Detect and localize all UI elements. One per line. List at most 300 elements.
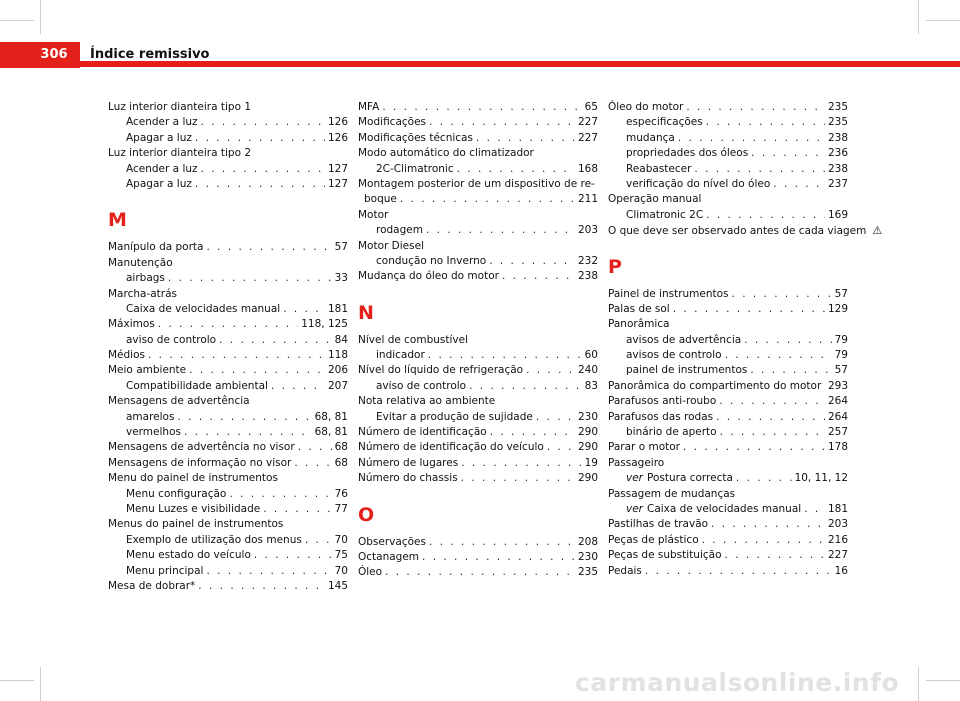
dot-leader (476, 131, 575, 146)
index-entry (358, 550, 598, 565)
page-reference: 230 (577, 410, 598, 423)
page-reference: 127 (327, 162, 348, 175)
dot-leader (744, 333, 831, 348)
dot-leader (469, 379, 582, 394)
dot-leader (716, 410, 825, 425)
crop-mark (918, 667, 919, 701)
index-entry (358, 394, 598, 409)
entry-text: Luz interior dianteira tipo 1 (108, 101, 252, 113)
page-reference: 207 (327, 379, 348, 392)
page-reference: 293 (827, 379, 848, 392)
dot-leader (177, 410, 311, 425)
page-reference: 65 (584, 101, 598, 113)
index-entry (108, 287, 348, 302)
dot-leader (189, 363, 325, 378)
page-reference: 33 (334, 272, 348, 285)
page-reference: 126 (327, 131, 348, 144)
page-reference: 16 (834, 564, 848, 577)
page-reference: 76 (334, 487, 348, 500)
dot-leader (804, 502, 825, 517)
entry-text: Manípulo da porta (108, 241, 204, 254)
entry-text: Modificações (358, 116, 427, 129)
entry-text: Pastilhas de travão (608, 518, 709, 531)
page-reference: 290 (577, 472, 598, 485)
index-subentry (108, 502, 348, 517)
dot-leader (678, 131, 825, 146)
page-reference: 235 (827, 116, 848, 129)
entry-text: O que deve ser observado antes de cada viagem (608, 225, 867, 238)
entry-text: Menu principal (126, 564, 204, 577)
entry-text: Postura correcta (647, 472, 733, 485)
index-subentry (108, 564, 348, 579)
index-subentry (108, 548, 348, 563)
index-entry (358, 565, 598, 580)
dot-leader (706, 208, 825, 223)
page-reference: 206 (327, 364, 348, 377)
page-reference: 232 (577, 254, 598, 267)
entry-text: binário de aperto (626, 426, 717, 439)
page-reference: 79 (834, 349, 848, 362)
entry-text: aviso de controlo (376, 379, 467, 392)
index-entry (108, 100, 348, 115)
entry-text: 2C-Climatronic (376, 162, 454, 175)
entry-text: Peças de substituição (608, 549, 722, 562)
index-subentry (358, 410, 598, 425)
dot-leader (683, 440, 825, 455)
index-subentry (108, 131, 348, 146)
dot-leader (426, 223, 575, 238)
index-column-3 (608, 100, 883, 579)
warning-triangle-icon: ⚠ (872, 224, 883, 238)
entry-text: mudança (626, 131, 675, 144)
entry-text: Acender a luz (126, 116, 198, 129)
index-subentry (608, 425, 848, 440)
dot-leader (502, 269, 575, 284)
index-entry (108, 579, 348, 594)
index-entry (358, 333, 598, 348)
page-reference: 181 (827, 502, 848, 515)
entry-text: Passagem de mudanças (608, 487, 736, 500)
entry-text: amarelos (126, 410, 175, 423)
index-entry (358, 363, 598, 378)
entry-text: Painel de instrumentos (608, 287, 729, 300)
dot-leader (732, 287, 832, 302)
index-subentry (608, 162, 848, 177)
dot-leader (294, 456, 331, 471)
dot-leader (428, 348, 582, 363)
page-reference: 227 (827, 549, 848, 562)
entry-text: Peças de plástico (608, 533, 699, 546)
dot-leader (706, 115, 825, 130)
page-reference: 57 (834, 287, 848, 300)
index-entry (608, 564, 848, 579)
page-reference: 169 (827, 208, 848, 221)
index-subentry (358, 192, 598, 207)
index-entry (358, 269, 598, 284)
index-entry (108, 363, 348, 378)
page-reference: 83 (584, 379, 598, 392)
entry-text: Motor Diesel (358, 239, 424, 252)
entry-text: Palas de sol (608, 302, 670, 315)
entry-text: Número de identificação (358, 426, 487, 439)
dot-leader (263, 502, 331, 517)
index-entry (608, 302, 848, 317)
page-number: 306 (28, 42, 80, 68)
entry-text: Número de lugares (358, 456, 459, 469)
entry-text: Menu configuração (126, 487, 227, 500)
entry-text: Panorâmica do compartimento do motor (608, 379, 822, 392)
index-subentry (608, 177, 848, 192)
index-entry (358, 100, 598, 115)
index-entry (358, 239, 598, 254)
index-entry (108, 440, 348, 455)
index-entry (108, 348, 348, 363)
entry-text: Nível de combustível (358, 333, 469, 346)
index-entry (608, 533, 848, 548)
dot-leader (206, 240, 331, 255)
index-entry (608, 192, 848, 207)
crop-mark (0, 680, 34, 681)
dot-leader (751, 146, 825, 161)
page-reference: 126 (327, 116, 348, 129)
index-subentry (358, 162, 598, 177)
index-entry (108, 240, 348, 255)
index-subentry (108, 271, 348, 286)
index-entry (608, 456, 848, 471)
entry-text: Nota relativa ao ambiente (358, 395, 496, 408)
entry-text: Número do chassis (358, 472, 458, 485)
dot-leader (694, 162, 825, 177)
page-reference: 240 (577, 364, 598, 377)
dot-leader (184, 425, 312, 440)
entry-text: verificação do nível do óleo (626, 177, 771, 190)
entry-text: aviso de controlo (126, 333, 217, 346)
entry-text: Marcha-atrás (108, 287, 178, 300)
entry-text: Caixa de velocidades manual (126, 302, 281, 315)
entry-text: Manutenção (108, 256, 173, 269)
page-reference: 75 (334, 549, 348, 562)
entry-text: Parar o motor (608, 441, 680, 454)
page-reference: 235 (827, 101, 848, 113)
page-reference: 257 (827, 426, 848, 439)
page-header (0, 42, 960, 68)
dot-leader (489, 254, 575, 269)
entry-text: Mensagens de advertência (108, 395, 250, 408)
index-entry (358, 456, 598, 471)
index-entry (608, 223, 883, 238)
dot-leader (206, 564, 331, 579)
index-subentry (358, 379, 598, 394)
entry-text: Médios (108, 349, 145, 362)
index-subentry (608, 333, 848, 348)
entry-text: Luz interior dianteira tipo 2 (108, 147, 252, 160)
dot-leader (711, 517, 825, 532)
dot-leader (195, 131, 325, 146)
page-reference: 238 (577, 270, 598, 283)
index-entry (608, 487, 848, 502)
page-reference: 127 (327, 177, 348, 190)
dot-leader (457, 162, 575, 177)
index-subentry (108, 162, 348, 177)
index-column-2 (358, 100, 598, 581)
dot-leader (201, 162, 325, 177)
see-reference: ver (626, 472, 643, 485)
dot-leader (736, 471, 792, 486)
index-entry (108, 256, 348, 271)
index-subentry (358, 254, 598, 269)
dot-leader (229, 487, 331, 502)
dot-leader (219, 333, 332, 348)
index-column-1 (108, 100, 348, 594)
dot-leader (702, 533, 825, 548)
entry-text: Mudança do óleo do motor (358, 270, 499, 283)
dot-leader (305, 533, 332, 548)
entry-text: Menu estado do veículo (126, 549, 251, 562)
dot-leader (429, 535, 575, 550)
page-reference: 203 (577, 224, 598, 237)
entry-text: especificações (626, 116, 703, 129)
entry-text: Montagem posterior de um dispositivo de re- (358, 177, 595, 190)
index-entry (108, 471, 348, 486)
page-reference: 19 (584, 456, 598, 469)
page-reference: 68 (334, 441, 348, 454)
dot-leader (461, 471, 575, 486)
section-letter: M (108, 209, 127, 232)
page-reference: 77 (334, 502, 348, 515)
dot-leader (422, 550, 575, 565)
index-entry (608, 548, 848, 563)
page-reference: 10, 11, 12 (794, 472, 848, 485)
page-reference: 118, 125 (301, 318, 348, 331)
entry-text: avisos de advertência (626, 333, 742, 346)
dot-leader (673, 302, 825, 317)
page-reference: 79 (834, 333, 848, 346)
dot-leader (536, 410, 575, 425)
page-reference: 178 (827, 441, 848, 454)
entry-text: Climatronic 2C (626, 208, 704, 221)
index-entry (608, 410, 848, 425)
dot-leader (429, 115, 575, 130)
dot-leader (547, 440, 575, 455)
dot-leader (382, 100, 581, 115)
index-entry (358, 131, 598, 146)
entry-text: boque (364, 193, 397, 206)
index-entry (108, 146, 348, 161)
crop-mark (40, 0, 41, 34)
page-reference: 60 (584, 349, 598, 362)
page-reference: 236 (827, 147, 848, 160)
page-reference: 216 (827, 533, 848, 546)
index-entry (358, 146, 598, 161)
index-subentry (358, 223, 598, 238)
dot-leader (645, 564, 832, 579)
dot-leader (461, 456, 581, 471)
entry-text: MFA (358, 101, 380, 113)
dot-leader (148, 348, 325, 363)
page-reference: 68, 81 (314, 410, 348, 423)
crop-mark (918, 0, 919, 34)
dot-leader (400, 192, 575, 207)
index-subentry (608, 131, 848, 146)
header-rule (80, 61, 960, 67)
page-reference: 181 (327, 302, 348, 315)
entry-text: Apagar a luz (126, 131, 192, 144)
dot-leader (283, 302, 325, 317)
dot-leader (719, 394, 825, 409)
index-subentry (108, 379, 348, 394)
entry-text: Apagar a luz (126, 177, 192, 190)
see-reference: ver (626, 502, 643, 515)
crop-mark (926, 20, 960, 21)
page-reference: 208 (577, 535, 598, 548)
entry-text: Modo automático do climatizador (358, 147, 534, 160)
entry-text: Evitar a produção de sujidade (376, 410, 533, 423)
index-entry (358, 208, 598, 223)
page-reference: 70 (334, 533, 348, 546)
page-reference: 68, 81 (314, 426, 348, 439)
dot-leader (686, 100, 825, 115)
index-entry (608, 394, 848, 409)
index-entry (608, 317, 848, 332)
entry-text: Meio ambiente (108, 364, 187, 377)
dot-leader (725, 348, 832, 363)
index-subentry (608, 502, 848, 517)
page-reference: 57 (834, 364, 848, 377)
entry-text: Pedais (608, 564, 642, 577)
index-entry (108, 517, 348, 532)
index-subentry (108, 333, 348, 348)
index-entry (358, 425, 598, 440)
entry-text: Motor (358, 208, 389, 221)
entry-text: Passageiro (608, 456, 665, 469)
entry-text: Menu Luzes e visibilidade (126, 502, 261, 515)
dot-leader (385, 565, 575, 580)
entry-text: Caixa de velocidades manual (647, 502, 802, 515)
entry-text: Octanagem (358, 550, 420, 563)
entry-text: Menus do painel de instrumentos (108, 518, 284, 531)
page-reference: 227 (577, 116, 598, 129)
index-entry (608, 100, 848, 115)
index-entry (358, 471, 598, 486)
page-reference: 118 (327, 349, 348, 362)
index-entry (358, 440, 598, 455)
index-subentry (608, 471, 848, 486)
page-reference: 238 (827, 162, 848, 175)
index-entry (108, 317, 348, 332)
page-reference: 230 (577, 550, 598, 563)
entry-text: condução no Inverno (376, 254, 487, 267)
dot-leader (201, 115, 325, 130)
entry-text: Operação manual (608, 193, 702, 206)
dot-leader (526, 363, 575, 378)
entry-text: Óleo do motor (608, 101, 684, 113)
index-subentry (108, 302, 348, 317)
crop-mark (926, 680, 960, 681)
entry-text: Nível do líquido de refrigeração (358, 364, 524, 377)
index-entry (608, 517, 848, 532)
index-entry (358, 535, 598, 550)
index-entry (108, 394, 348, 409)
page-reference: 84 (334, 333, 348, 346)
page-reference: 68 (334, 456, 348, 469)
index-subentry (608, 146, 848, 161)
page-reference: 70 (334, 564, 348, 577)
crop-mark (0, 20, 34, 21)
index-subentry (108, 533, 348, 548)
entry-text: indicador (376, 349, 425, 362)
dot-leader (198, 579, 325, 594)
dot-leader (271, 379, 325, 394)
entry-text: rodagem (376, 224, 423, 237)
index-entry (108, 456, 348, 471)
index-subentry (108, 425, 348, 440)
entry-text: painel de instrumentos (626, 364, 748, 377)
page-reference: 227 (577, 131, 598, 144)
index-subentry (108, 115, 348, 130)
index-entry (358, 177, 598, 192)
index-entry (608, 287, 848, 302)
entry-text: Parafusos das rodas (608, 410, 714, 423)
dot-leader (168, 271, 332, 286)
entry-text: Menu do painel de instrumentos (108, 472, 278, 485)
dot-leader (490, 425, 575, 440)
section-letter: N (358, 301, 374, 324)
section-letter: P (608, 255, 622, 278)
dot-leader (824, 379, 825, 394)
dot-leader (725, 548, 825, 563)
entry-text: airbags (126, 272, 165, 285)
entry-text: Mensagens de advertência no visor (108, 441, 295, 454)
index-subentry (108, 410, 348, 425)
page-reference: 290 (577, 441, 598, 454)
entry-text: Óleo (358, 566, 383, 579)
index-subentry (108, 487, 348, 502)
entry-text: vermelhos (126, 426, 181, 439)
page-reference: 211 (577, 193, 598, 206)
entry-text: Compatibilidade ambiental (126, 379, 268, 392)
index-entry (608, 440, 848, 455)
index-subentry (608, 363, 848, 378)
dot-leader (254, 548, 332, 563)
index-subentry (608, 348, 848, 363)
entry-text: Parafusos anti-roubo (608, 395, 717, 408)
entry-text: Mensagens de informação no visor (108, 456, 292, 469)
page-title: Índice remissivo (90, 47, 210, 62)
entry-text: Mesa de dobrar* (108, 579, 196, 592)
page-reference: 203 (827, 518, 848, 531)
dot-leader (720, 425, 825, 440)
index-subentry (108, 177, 348, 192)
index-entry (358, 115, 598, 130)
page-reference: 290 (577, 426, 598, 439)
entry-text: Número de identificação do veículo (358, 441, 544, 454)
entry-text: Máximos (108, 318, 155, 331)
watermark: carmanualsonline.info (575, 668, 900, 697)
page-reference: 237 (827, 177, 848, 190)
entry-text: avisos de controlo (626, 349, 722, 362)
page-reference: 264 (827, 395, 848, 408)
index-entry (608, 379, 848, 394)
entry-text: Observações (358, 535, 426, 548)
page-reference: 129 (827, 302, 848, 315)
dot-leader (195, 177, 325, 192)
page-reference: 238 (827, 131, 848, 144)
entry-text: propriedades dos óleos (626, 147, 749, 160)
page-reference: 57 (334, 241, 348, 254)
dot-leader (298, 440, 332, 455)
section-letter: O (358, 503, 375, 526)
index-subentry (358, 348, 598, 363)
